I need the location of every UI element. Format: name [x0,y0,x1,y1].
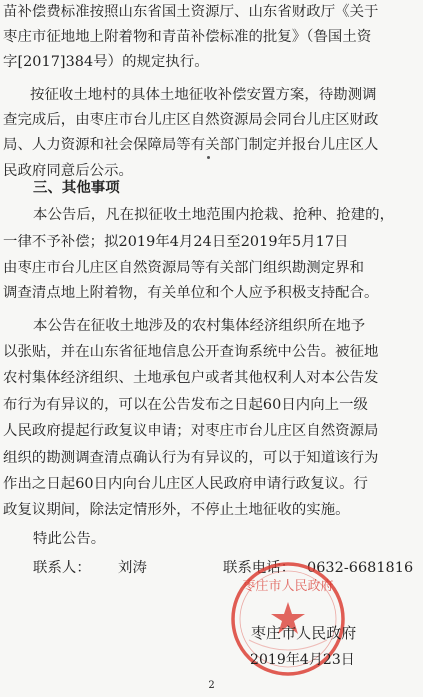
body-line: 枣庄市征地地上附着物和青苗补偿标准的批复》（鲁国土资 [3,29,372,45]
page-number: 2 [208,680,215,691]
body-line: 人民政府提起行政复议申请；对枣庄市台儿庄区自然资源局 [3,423,379,439]
section-heading: 三、其他事项 [33,179,120,196]
signature-date: 2019年4月23日 [250,652,355,668]
body-line: 布行为有异议的，可以在公告发布之日起60日内向上一级 [3,397,368,413]
seal-text: 枣庄市人民政府 [242,579,334,594]
body-line: 组织的勘测调查清点确认行为有异议的，可以于知道该行为 [3,450,379,466]
body-line: 一律不予补偿；拟2019年4月24日至2019年5月17日 [3,234,349,250]
closing-line: 特此公告。 [33,531,106,547]
body-line: 按征收土地村的具体土地征收补偿安置方案，待勘测调 [30,87,377,103]
body-line: 本公告在征收土地涉及的农村集体经济组织所在地予 [33,318,366,334]
body-line: 政复议期间，除法定情形外，不停止土地征收的实施。 [3,502,350,518]
body-line: 以张贴，并在山东省征地信息公开查询系统中公告。被征地 [3,344,379,360]
body-line: 本公告后，凡在拟征收土地范围内抢栽、抢种、抢建的， [33,207,395,223]
contact-person-label: 联系人： [33,560,91,576]
body-line: 字[2017]384号）的规定执行。 [3,54,209,70]
contact-phone-label: 联系电话： [223,560,296,576]
body-line: 由枣庄市台儿庄区自然资源局等有关部门组织勘测定界和 [3,260,365,276]
body-line: 调查清点地上附着物，有关单位和个人应予积极支持配合。 [3,285,379,301]
body-line: 查完成后，由枣庄市台儿庄区自然资源局会同台儿庄区财政 [3,112,379,128]
body-line: 作出之日起60日内向台儿庄区人民政府申请行政复议。行 [3,476,368,492]
body-line: 苗补偿费标准按照山东省国土资源厅、山东省财政厅《关于 [3,4,379,20]
signature-org: 枣庄市人民政府 [251,624,357,642]
scan-speck [207,156,210,159]
body-line: 农村集体经济组织、土地承包户或者其他权利人对本公告发 [3,370,379,386]
contact-phone: 0632-6681816 [307,560,414,576]
body-line: 民政府同意后公示。 [3,163,133,179]
body-line: 局、人力资源和社会保障局等有关部门制定并报台儿庄区人 [3,137,379,153]
contact-person-name: 刘涛 [118,560,147,576]
